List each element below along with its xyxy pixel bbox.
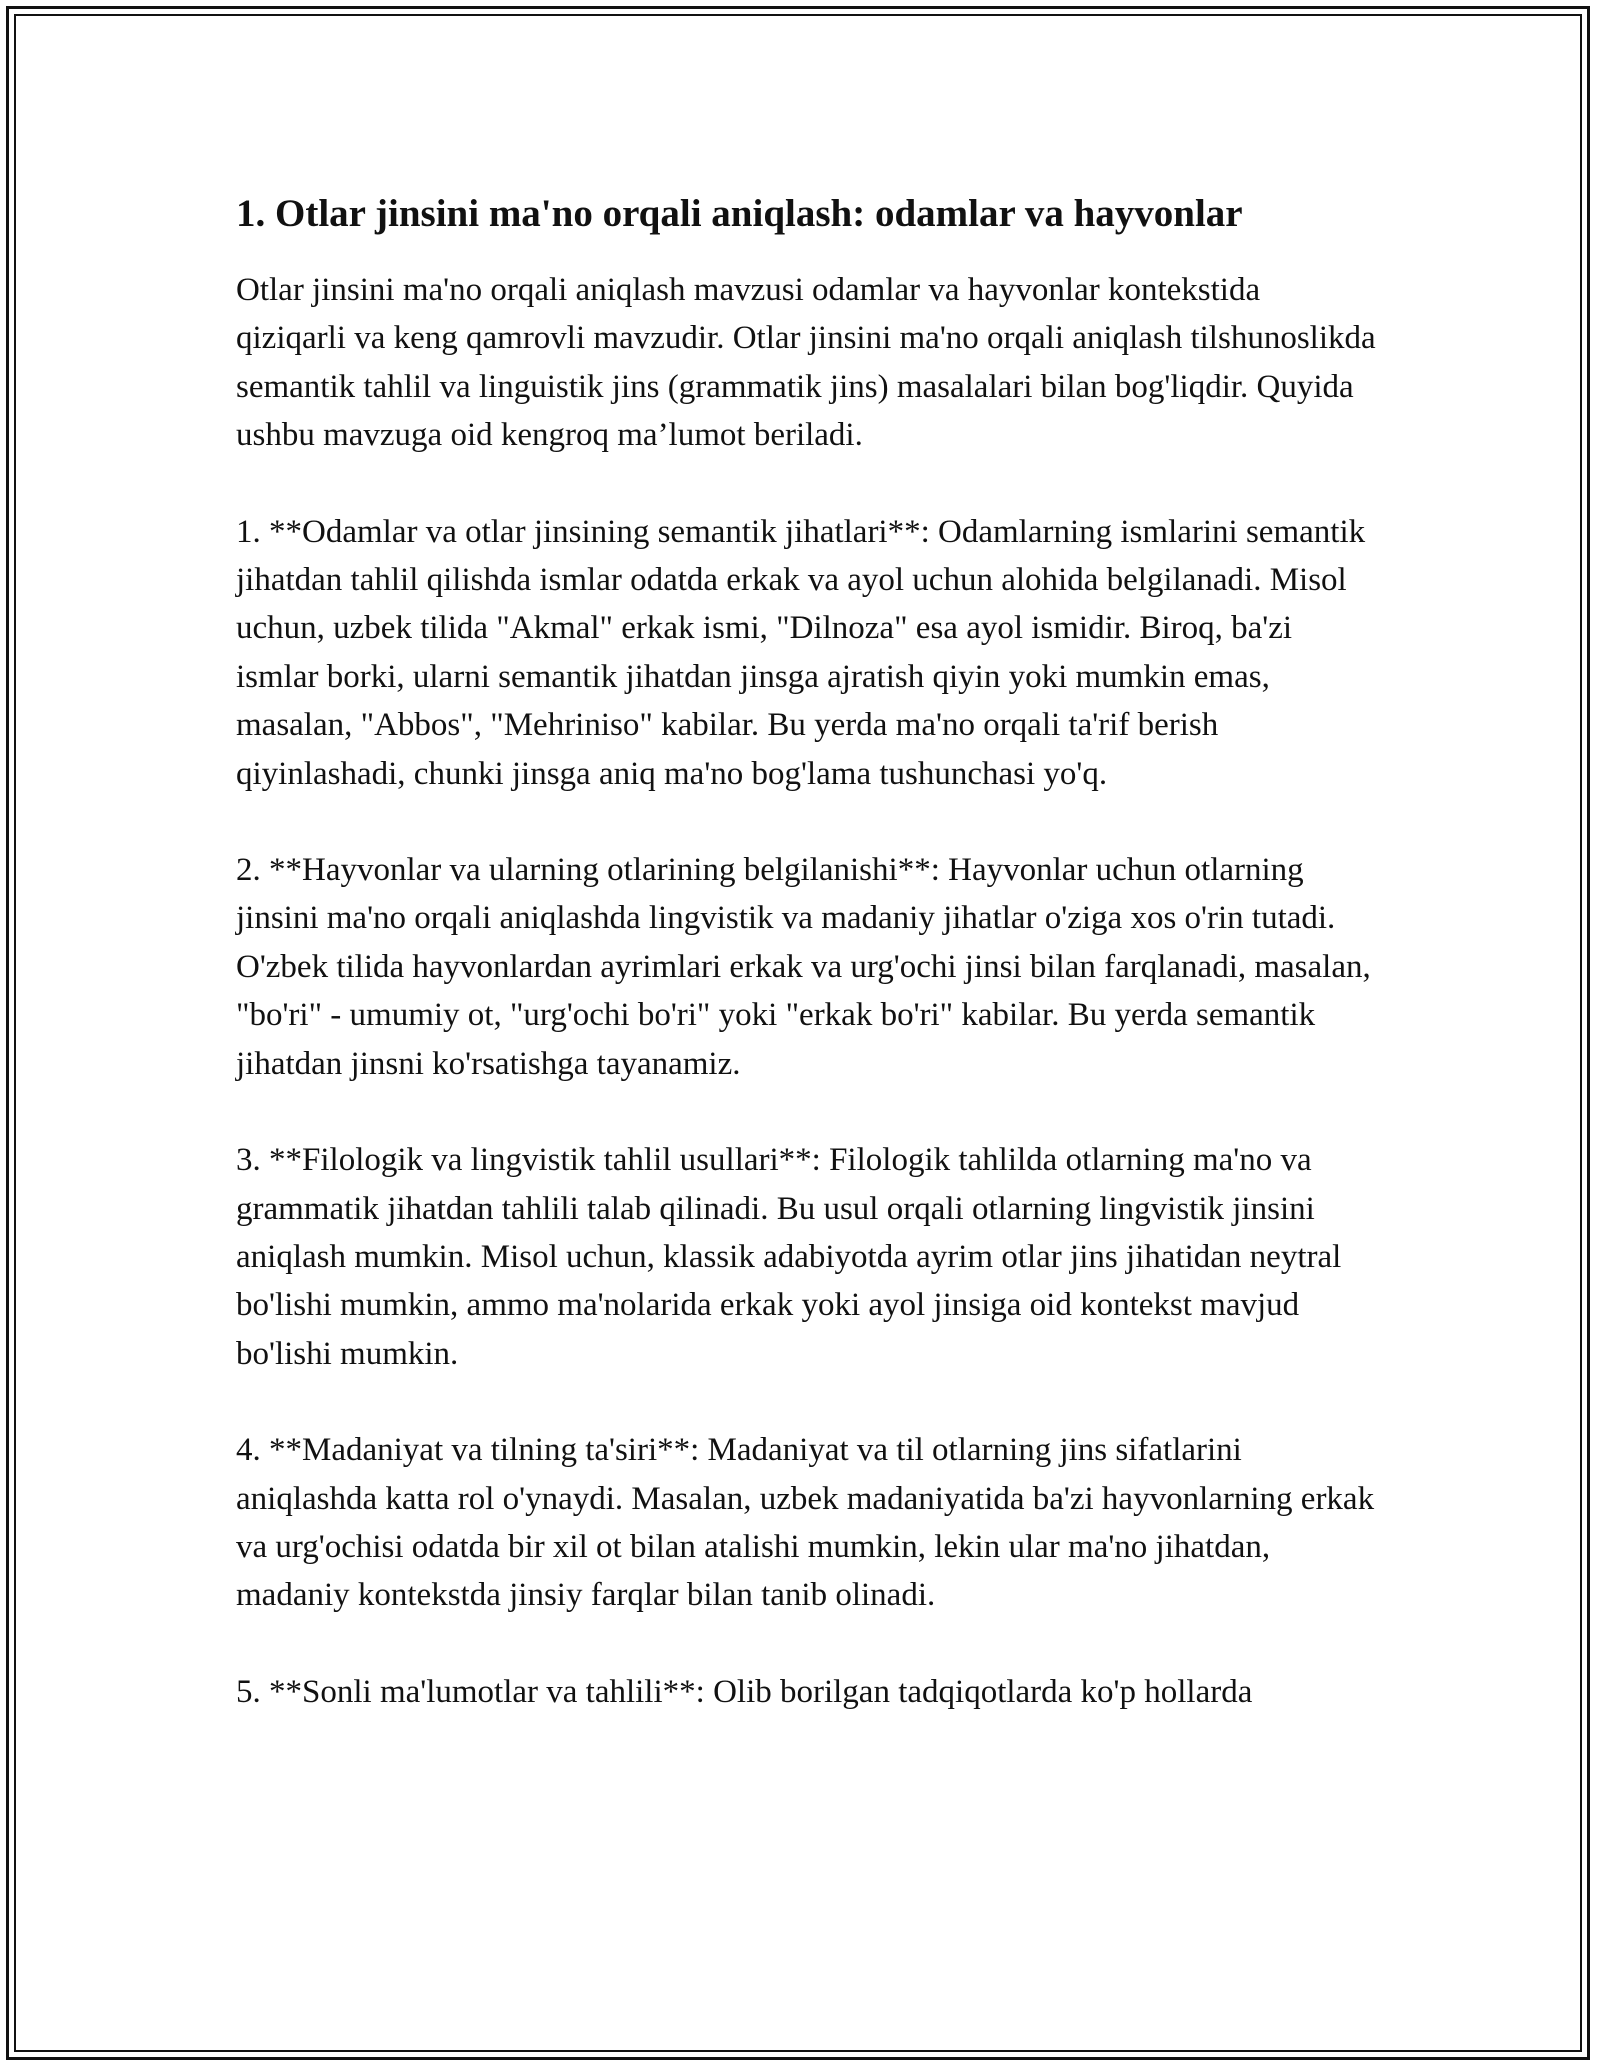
point-2-paragraph: 2. **Hayvonlar va ularning otlarining belgilanishi**: Hayvonlar uchun otlarning jinsini ma'no orqali aniqlashda lingvistik va madaniy jihatlar o'ziga xos o'rin tutadi. O'zbek tilida hayvonlardan ayrimlari erkak va urg'ochi jinsi bilan farqlanadi, masalan, "bo'ri" - umumiy ot, "urg'ochi bo'ri" yoki "erkak bo'ri" kabilar. Bu yerda semantik jihatdan jinsni ko'rsatishga tayanamiz. xyxy=(236,852,1371,1082)
section-heading: 1. Otlar jinsini ma'no orqali aniqlash: odamlar va hayvonlar xyxy=(236,192,1243,235)
point-5-paragraph: 5. **Sonli ma'lumotlar va tahlili**: Olib borilgan tadqiqotlarda ko'p hollarda xyxy=(236,1673,1253,1710)
point-4-paragraph: 4. **Madaniyat va tilning ta'siri**: Madaniyat va til otlarning jins sifatlarini aniqlashda katta rol o'ynaydi. Masalan, uzbek madaniyatida ba'zi hayvonlarning erkak va urg'ochisi odatda bir xil ot bilan atalishi mumkin, lekin ular ma'no jihatdan, madaniy kontekstda jinsiy farqlar bilan tanib olinadi. xyxy=(236,1432,1375,1614)
document-body xyxy=(236,186,1376,1716)
intro-paragraph: Otlar jinsini ma'no orqali aniqlash mavzusi odamlar va hayvonlar kontekstida qiziqarli va keng qamrovli mavzudir. Otlar jinsini ma'no orqali aniqlash tilshunoslikda semantik tahlil va linguistik jins (grammatik jins) masalalari bilan bog'liqdir. Quyida ushbu mavzuga oid kengroq ma’lumot beriladi. xyxy=(236,272,1376,454)
point-1-paragraph: 1. **Odamlar va otlar jinsining semantik jihatlari**: Odamlarning ismlarini semantik jihatdan tahlil qilishda ismlar odatda erkak va ayol uchun alohida belgilanadi. Misol uchun, uzbek tilida "Akmal" erkak ismi, "Dilnoza" esa ayol ismidir. Biroq, ba'zi ismlar borki, ularni semantik jihatdan jinsga ajratish qiyin yoki mumkin emas, masalan, "Abbos", "Mehriniso" kabilar. Bu yerda ma'no orqali ta'rif berish qiyinlashadi, chunki jinsga aniq ma'no bog'lama tushunchasi yo'q. xyxy=(236,513,1366,792)
point-3-paragraph: 3. **Filologik va lingvistik tahlil usullari**: Filologik tahlilda otlarning ma'no va grammatik jihatdan tahlili talab qilinadi. Bu usul orqali otlarning lingvistik jinsini aniqlash mumkin. Misol uchun, klassik adabiyotda ayrim otlar jins jihatidan neytral bo'lishi mumkin, ammo ma'nolarida erkak yoki ayol jinsiga oid kontekst mavjud bo'lishi mumkin. xyxy=(236,1142,1342,1372)
